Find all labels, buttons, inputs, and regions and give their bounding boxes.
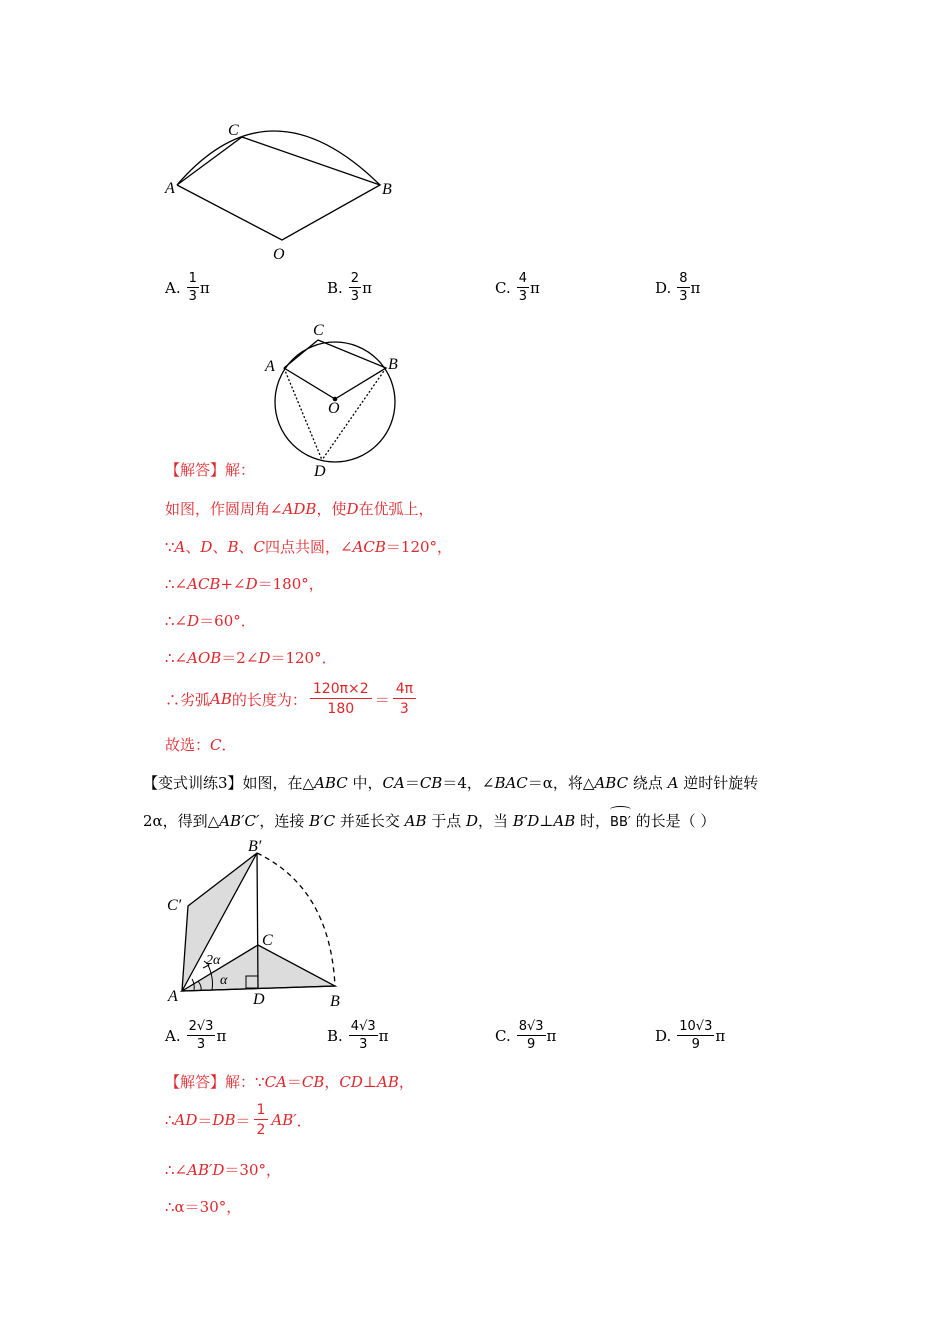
problem-3-line-2: 2α，得到△AB′C′，连接 B′C 并延长交 AB 于点 D，当 B′D⊥AB 时， BB′ 的长是（ ）: [143, 808, 715, 831]
arc-bb-prime: BB′: [610, 808, 631, 830]
label2-o: O: [328, 400, 340, 417]
label2-d: D: [314, 463, 326, 480]
problem-3-tag: 【变式训练3】: [143, 774, 243, 792]
solution-1-line-4: ∴∠ D ＝60°．: [165, 611, 256, 630]
solution-1-line-2: ∵ A 、 D 、 B 、 C 四点共圆，∠ ACB ＝120°，: [165, 537, 453, 556]
solution-3-line-1: ∴ AD ＝ DB ＝ $\frac{1}{2}$ AB′ ．: [165, 1102, 312, 1138]
label-o: O: [273, 246, 285, 263]
option-1-a[interactable]: A. $\frac{1}{3}$ π: [165, 271, 210, 304]
fraction-result: $\frac{4\pi}{3}$: [393, 682, 416, 716]
solution-1-line-3: ∴∠ ACB +∠ D ＝180°，: [165, 574, 324, 593]
solution-1-header: 【解答】解：: [165, 461, 256, 479]
solution-1-line-5: ∴∠ AOB ＝2∠ D ＝120°．: [165, 648, 337, 667]
option-3-a[interactable]: A. $\frac{2√3}{3}$ π: [165, 1019, 227, 1052]
solution-1-line-7: 故选： C ．: [165, 735, 237, 754]
arc-acb: [177, 131, 380, 185]
label3-a: A: [168, 988, 178, 1005]
label2-b: B: [388, 356, 398, 373]
solution-3-line-3: ∴α＝30°，: [165, 1198, 242, 1216]
label3-cprime: C′: [167, 897, 182, 914]
label3-d: D: [253, 991, 265, 1008]
solution-3-header: 【解答】解：: [165, 1073, 256, 1091]
option-3-b[interactable]: B. $\frac{4√3}{3}$ π: [327, 1019, 389, 1052]
solution-3-line-2: ∴∠ AB′D ＝30°，: [165, 1160, 282, 1179]
label3-b: B: [330, 993, 340, 1010]
option-1-b[interactable]: B. $\frac{2}{3}$ π: [327, 271, 372, 304]
option-1-d[interactable]: D. $\frac{8}{3}$ π: [655, 271, 701, 304]
solution-3-line-0: 【解答】解： ∵ CA ＝ CB ， CD ⊥ AB ，: [165, 1072, 414, 1091]
solution-1-line-6: ∴劣弧 AB 的长度为： $\frac{120\pi\times 2}{180}$ ＝ $\frac{4\pi}{3}$: [165, 682, 419, 716]
quad-acbo-2: [284, 340, 386, 399]
label2-a: A: [265, 358, 275, 375]
label3-c: C: [262, 932, 273, 949]
solution-1-line-1: 如图，作圆周角∠ ADB ，使 D 在优弧上，: [165, 499, 434, 518]
label3-2alpha: 2α: [206, 953, 221, 968]
label-b: B: [382, 181, 392, 198]
option-3-d[interactable]: D. $\frac{10√3}{9}$ π: [655, 1019, 726, 1052]
quad-acbo: [177, 137, 380, 240]
label-c: C: [228, 122, 239, 139]
label-a: A: [165, 180, 175, 197]
fraction-arc-length: $\frac{120\pi\times 2}{180}$: [310, 682, 372, 716]
option-1-c[interactable]: C. $\frac{4}{3}$ π: [495, 271, 540, 304]
figure-arc-acbo: [160, 115, 410, 265]
label3-alpha: α: [220, 973, 228, 988]
fraction-half: $\frac{1}{2}$: [254, 1103, 269, 1137]
option-3-c[interactable]: C. $\frac{8√3}{9}$ π: [495, 1019, 557, 1052]
label3-bprime: B′: [248, 838, 262, 855]
figure-rotation: [160, 838, 360, 1013]
dotted-ad: [284, 368, 322, 460]
figure-circle-solution: [262, 318, 412, 488]
label2-c: C: [313, 322, 324, 339]
problem-3-line-1: 【变式训练3】如图，在△ABC 中，CA＝CB＝4，∠BAC＝α，将△ABC 绕点 A 逆时针旋转: [143, 774, 759, 792]
